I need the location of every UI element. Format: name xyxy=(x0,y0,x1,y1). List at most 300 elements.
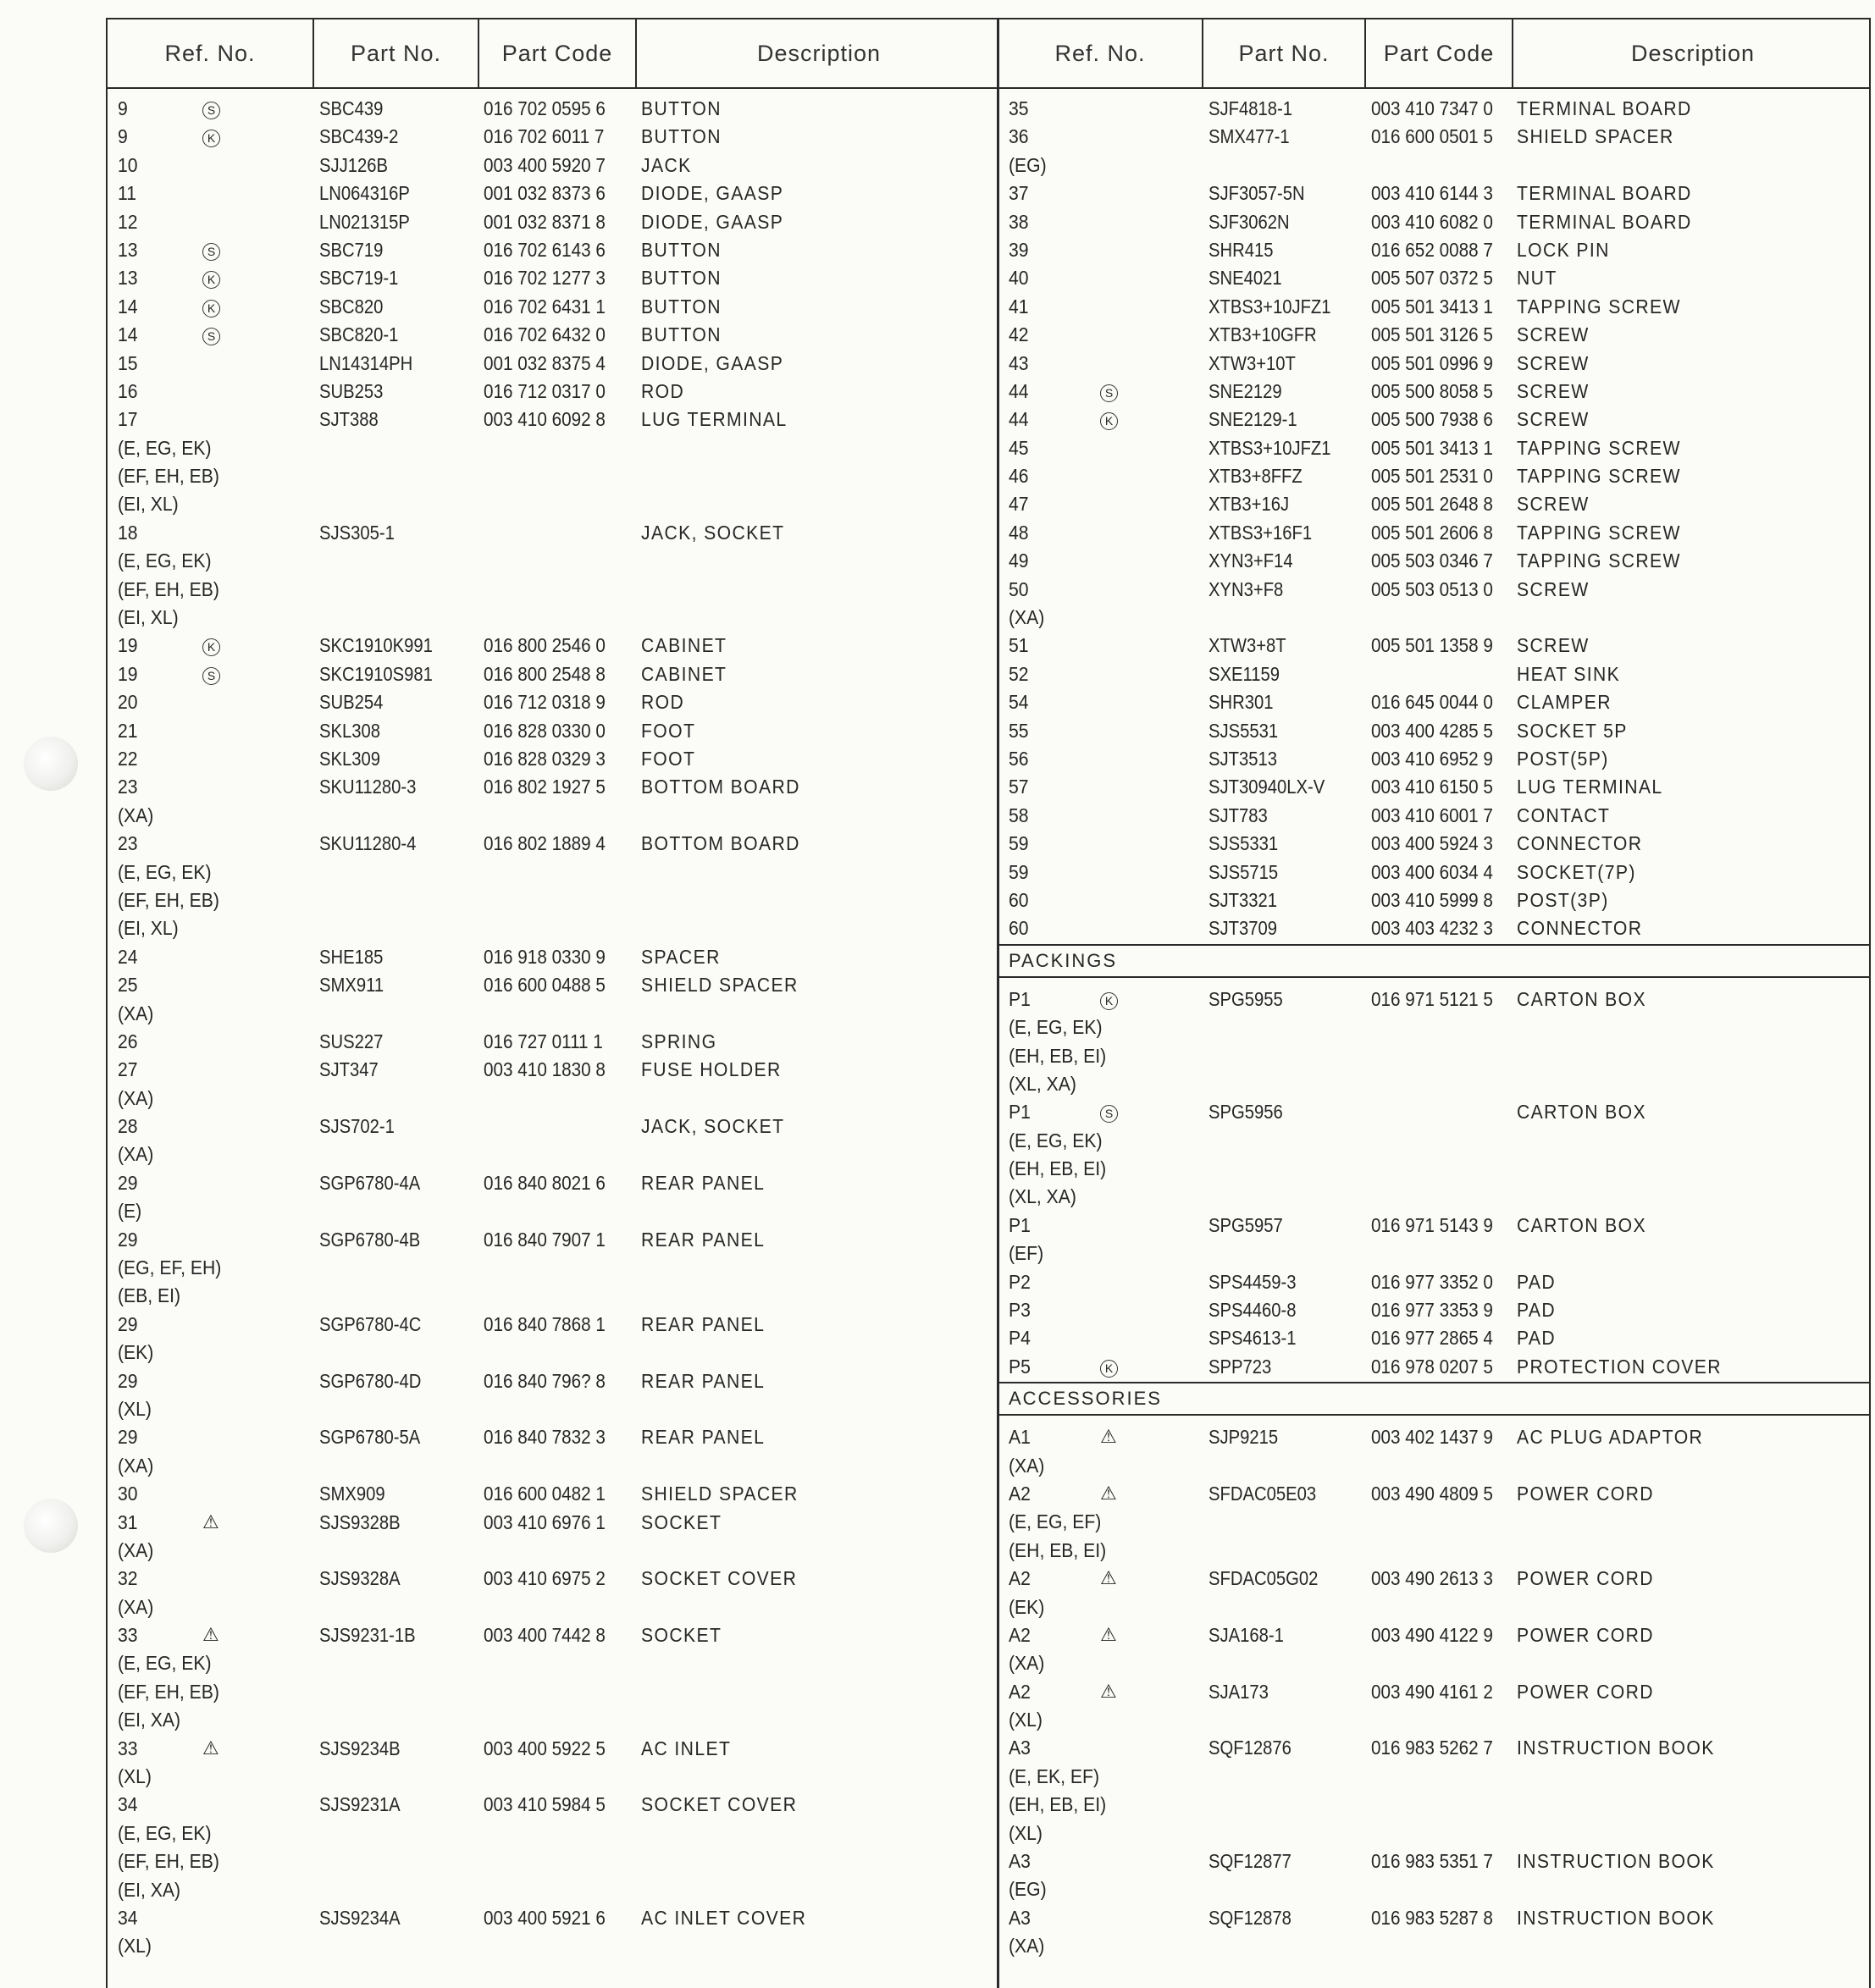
ref-no-cell: 34 xyxy=(118,1793,138,1816)
part-no-cell: SGP6780-4B xyxy=(319,1228,421,1251)
description-cell: TERMINAL BOARD xyxy=(1517,97,1692,119)
ref-no-cell: 9 xyxy=(118,97,128,119)
ref-no-cell: (XA) xyxy=(1009,1652,1045,1675)
table-row xyxy=(998,546,1869,574)
part-code-cell: 016 702 6143 6 xyxy=(484,238,606,261)
description-cell: LUG TERMINAL xyxy=(1517,776,1663,798)
parts-table-right xyxy=(997,18,1871,1988)
ref-no-cell: 57 xyxy=(1009,776,1029,798)
part-code-cell: 005 500 7938 6 xyxy=(1371,408,1493,431)
table-row xyxy=(108,660,998,688)
table-row xyxy=(108,433,998,461)
ref-no-cell: (EF, EH, EB) xyxy=(118,1850,219,1873)
part-no-cell: SKL309 xyxy=(319,747,381,770)
description-cell: BUTTON xyxy=(641,97,722,119)
ref-no-cell: 13 xyxy=(118,267,138,290)
description-cell: POWER CORD xyxy=(1517,1623,1654,1646)
description-cell: AC INLET xyxy=(641,1737,732,1759)
circle-s-icon: S xyxy=(202,97,220,119)
header-ref-no: Ref. No. xyxy=(1054,41,1146,66)
table-row xyxy=(108,858,998,886)
part-no-cell: SJF4818-1 xyxy=(1209,97,1293,119)
description-cell: INSTRUCTION BOOK xyxy=(1517,1906,1715,1929)
description-cell: SCREW xyxy=(1517,408,1590,431)
part-code-cell: 001 032 8371 8 xyxy=(484,210,606,233)
part-no-cell: SGP6780-4C xyxy=(319,1312,422,1335)
ref-no-cell: 14 xyxy=(118,323,138,346)
table-row xyxy=(108,207,998,235)
table-row xyxy=(108,1508,998,1536)
part-no-cell: SJS5331 xyxy=(1209,832,1279,855)
table-row xyxy=(108,772,998,800)
description-cell: TERMINAL BOARD xyxy=(1517,210,1692,233)
part-no-cell: SJS9231A xyxy=(319,1793,401,1816)
part-no-cell: XTB3+16J xyxy=(1209,493,1290,516)
description-cell: FUSE HOLDER xyxy=(641,1058,782,1081)
ref-no-cell: A2 xyxy=(1009,1482,1031,1505)
part-no-cell: SJT3321 xyxy=(1209,888,1278,911)
table-row xyxy=(108,688,998,715)
part-code-cell: 016 702 6431 1 xyxy=(484,295,606,318)
table-row xyxy=(998,405,1869,433)
ref-no-cell: 48 xyxy=(1009,521,1029,544)
ref-no-cell: 29 xyxy=(118,1228,138,1251)
table-row xyxy=(108,1310,998,1338)
part-code-cell: 003 490 2613 3 xyxy=(1371,1567,1493,1590)
ref-no-cell: 18 xyxy=(118,521,138,544)
description-cell: TERMINAL BOARD xyxy=(1517,182,1692,205)
ref-no-cell: (XL) xyxy=(1009,1821,1043,1844)
part-code-cell: 003 400 5921 6 xyxy=(484,1907,606,1929)
punch-hole-lower xyxy=(24,1499,78,1553)
circle-k-icon: K xyxy=(202,266,220,289)
table-row xyxy=(998,1211,1869,1239)
ref-no-cell: 31 xyxy=(118,1510,138,1533)
table-header-right xyxy=(998,19,1869,89)
part-code-cell: 016 727 0111 1 xyxy=(484,1030,603,1052)
part-code-cell: 003 403 4232 3 xyxy=(1371,917,1493,940)
table-row xyxy=(108,489,998,517)
safety-warning-icon: ⚠ xyxy=(1100,1680,1117,1702)
part-code-cell: 016 600 0482 1 xyxy=(484,1483,606,1505)
table-row xyxy=(998,94,1869,122)
ref-no-cell: 60 xyxy=(1009,888,1029,911)
description-cell: PAD xyxy=(1517,1299,1557,1322)
table-row xyxy=(108,1875,998,1903)
part-no-cell: SPG5957 xyxy=(1209,1213,1283,1236)
part-code-cell: 016 600 0488 5 xyxy=(484,974,606,997)
part-no-cell: SUB254 xyxy=(319,691,384,714)
table-row xyxy=(998,1931,1869,1959)
description-cell: BUTTON xyxy=(641,238,722,261)
table-row xyxy=(108,1705,998,1733)
table-row xyxy=(108,970,998,998)
description-cell: SOCKET COVER xyxy=(641,1567,798,1590)
part-no-cell: SBC719 xyxy=(319,238,384,261)
description-cell: CARTON BOX xyxy=(1517,987,1646,1010)
description-cell: SCREW xyxy=(1517,323,1590,346)
table-row xyxy=(998,207,1869,235)
description-cell: REAR PANEL xyxy=(641,1171,766,1194)
ref-no-cell: 35 xyxy=(1009,97,1029,119)
part-code-cell: 003 400 5920 7 xyxy=(484,153,606,176)
part-code-cell: 016 977 2865 4 xyxy=(1371,1327,1493,1350)
table-header-left xyxy=(108,19,998,89)
ref-no-cell: 19 xyxy=(118,634,138,657)
part-code-cell: 003 410 6976 1 xyxy=(484,1510,606,1533)
table-row xyxy=(108,1621,998,1648)
ref-no-cell: (EH, EB, EI) xyxy=(1009,1157,1107,1180)
table-row xyxy=(998,1762,1869,1790)
description-cell: DIODE, GAASP xyxy=(641,351,784,374)
table-row xyxy=(998,660,1869,688)
description-cell: PAD xyxy=(1517,1327,1557,1350)
ref-no-cell: (XA) xyxy=(118,1002,154,1024)
part-code-cell: 016 983 5262 7 xyxy=(1371,1737,1493,1759)
table-row xyxy=(108,1564,998,1592)
part-code-cell: 001 032 8375 4 xyxy=(484,351,606,374)
description-cell: INSTRUCTION BOOK xyxy=(1517,1737,1715,1759)
safety-warning-icon: ⚠ xyxy=(1100,1482,1117,1504)
description-cell: CLAMPER xyxy=(1517,691,1612,714)
description-cell: CABINET xyxy=(641,662,727,685)
ref-no-cell: 46 xyxy=(1009,465,1029,488)
safety-warning-icon: ⚠ xyxy=(1100,1426,1117,1448)
header-description: Description xyxy=(1630,41,1756,66)
ref-no-cell: (E, EG, EK) xyxy=(118,860,212,883)
ref-no-cell: 55 xyxy=(1009,719,1029,742)
ref-no-cell: 58 xyxy=(1009,803,1029,826)
part-code-cell: 003 410 7347 0 xyxy=(1371,97,1493,119)
header-part-code: Part Code xyxy=(1383,41,1495,66)
table-row xyxy=(998,1564,1869,1592)
ref-no-cell: 49 xyxy=(1009,549,1029,572)
description-cell: TAPPING SCREW xyxy=(1517,436,1681,459)
table-row xyxy=(998,801,1869,829)
part-no-cell: SKC1910S981 xyxy=(319,662,433,685)
ref-no-cell: (EF, EH, EB) xyxy=(118,465,219,488)
ref-no-cell: (EF, EH, EB) xyxy=(118,1680,219,1703)
ref-no-cell: (XA) xyxy=(118,1143,154,1166)
ref-no-cell: 60 xyxy=(1009,917,1029,940)
table-row xyxy=(998,1875,1869,1902)
part-no-cell: SJT3513 xyxy=(1209,747,1278,770)
part-no-cell: SJS5715 xyxy=(1209,860,1279,883)
description-cell: BUTTON xyxy=(641,125,722,148)
part-no-cell: SMX911 xyxy=(319,974,384,997)
table-row xyxy=(108,1677,998,1705)
section-header: ACCESSORIES xyxy=(998,1382,1869,1416)
ref-no-cell: (E, EG, EK) xyxy=(118,549,212,572)
table-row xyxy=(998,1677,1869,1705)
description-cell: TAPPING SCREW xyxy=(1517,521,1681,544)
part-code-cell: 003 490 4161 2 xyxy=(1371,1680,1493,1703)
ref-no-cell: 54 xyxy=(1009,691,1029,714)
ref-no-cell: (E, EG, EK) xyxy=(118,1652,212,1675)
header-part-no: Part No. xyxy=(1238,41,1330,66)
part-code-cell: 003 410 6975 2 xyxy=(484,1567,606,1590)
table-row xyxy=(108,1055,998,1083)
part-no-cell: SJJ126B xyxy=(319,153,389,176)
ref-no-cell: (EG) xyxy=(1009,1878,1047,1901)
table-row xyxy=(998,744,1869,772)
table-row xyxy=(998,518,1869,546)
ref-no-cell: 17 xyxy=(118,408,138,431)
part-code-cell: 016 702 6432 0 xyxy=(484,323,606,346)
table-row xyxy=(108,1847,998,1875)
description-cell: BUTTON xyxy=(641,323,722,346)
part-no-cell: SJS9328A xyxy=(319,1567,401,1590)
part-code-cell: 016 652 0088 7 xyxy=(1371,238,1493,261)
part-no-cell: SPG5955 xyxy=(1209,987,1283,1010)
part-code-cell: 016 978 0207 5 xyxy=(1371,1355,1493,1378)
ref-no-cell: P1 xyxy=(1009,987,1031,1010)
ref-no-cell: (E, EG, EF) xyxy=(1009,1510,1102,1533)
part-code-cell: 003 410 6092 8 xyxy=(484,408,606,431)
description-cell: LUG TERMINAL xyxy=(641,408,788,431)
safety-warning-icon: ⚠ xyxy=(202,1624,219,1646)
table-row xyxy=(998,688,1869,715)
table-row xyxy=(108,1394,998,1422)
ref-no-cell: (E, EG, EK) xyxy=(118,1821,212,1844)
ref-no-cell: (EH, EB, EI) xyxy=(1009,1538,1107,1561)
part-no-cell: SKU11280-3 xyxy=(319,776,417,798)
table-row xyxy=(998,320,1869,348)
ref-no-cell: 20 xyxy=(118,691,138,714)
table-row xyxy=(108,1281,998,1309)
table-row xyxy=(998,985,1869,1013)
ref-no-cell: (EI, XA) xyxy=(118,1878,181,1901)
description-cell: BUTTON xyxy=(641,295,722,318)
ref-no-cell: (XA) xyxy=(1009,1935,1045,1958)
ref-no-cell: 26 xyxy=(118,1030,138,1052)
part-no-cell: SJF3057-5N xyxy=(1209,182,1305,205)
circle-s-icon: S xyxy=(202,323,220,345)
ref-no-cell: 38 xyxy=(1009,210,1029,233)
circle-k-icon: K xyxy=(1100,407,1118,430)
part-code-cell: 003 490 4122 9 xyxy=(1371,1623,1493,1646)
part-code-cell: 003 400 6034 4 xyxy=(1371,860,1493,883)
description-cell: POST(5P) xyxy=(1517,747,1609,770)
part-code-cell: 003 400 5922 5 xyxy=(484,1737,606,1759)
ref-no-cell: 36 xyxy=(1009,125,1029,148)
rows-left xyxy=(108,94,998,1960)
ref-no-cell: (XA) xyxy=(1009,1454,1045,1477)
description-cell: INSTRUCTION BOOK xyxy=(1517,1850,1715,1873)
ref-no-cell: (XA) xyxy=(118,1595,154,1618)
description-cell: CARTON BOX xyxy=(1517,1213,1646,1236)
circle-k-icon: K xyxy=(1100,987,1118,1010)
table-row xyxy=(998,433,1869,461)
table-row xyxy=(998,151,1869,179)
ref-no-cell: 28 xyxy=(118,1115,138,1138)
table-row xyxy=(998,1295,1869,1323)
table-row xyxy=(108,1253,998,1281)
table-row xyxy=(998,1733,1869,1761)
table-row xyxy=(108,1168,998,1196)
part-code-cell: 005 501 3126 5 xyxy=(1371,323,1493,346)
circle-k-icon: K xyxy=(202,124,220,147)
ref-no-cell: (XL) xyxy=(118,1765,152,1788)
part-code-cell: 003 410 5984 5 xyxy=(484,1793,606,1816)
ref-no-cell: 40 xyxy=(1009,267,1029,290)
table-row xyxy=(998,461,1869,489)
ref-no-cell: P4 xyxy=(1009,1327,1031,1350)
table-row xyxy=(998,575,1869,603)
ref-no-cell: (XL, XA) xyxy=(1009,1185,1076,1208)
table-row xyxy=(998,1705,1869,1733)
description-cell: ROD xyxy=(641,379,685,402)
table-row xyxy=(108,377,998,405)
ref-no-cell: (EF, EH, EB) xyxy=(118,577,219,600)
ref-no-cell: 44 xyxy=(1009,408,1029,431)
table-row xyxy=(108,886,998,914)
ref-no-cell: 59 xyxy=(1009,832,1029,855)
table-row xyxy=(108,1903,998,1931)
part-no-cell: SHE185 xyxy=(319,945,384,968)
table-row xyxy=(108,94,998,122)
description-cell: SOCKET xyxy=(641,1510,722,1533)
part-code-cell: 005 501 2606 8 xyxy=(1371,521,1493,544)
part-no-cell: SHR301 xyxy=(1209,691,1274,714)
part-no-cell: SXE1159 xyxy=(1209,662,1280,685)
table-row xyxy=(998,292,1869,320)
table-row xyxy=(998,1536,1869,1564)
ref-no-cell: (EI, XL) xyxy=(118,917,179,940)
part-code-cell: 016 977 3352 0 xyxy=(1371,1270,1493,1293)
part-code-cell: 005 501 3413 1 xyxy=(1371,436,1493,459)
part-code-cell: 016 702 0595 6 xyxy=(484,97,606,119)
rows-right xyxy=(998,94,1869,1960)
table-row xyxy=(998,349,1869,377)
part-code-cell: 016 702 1277 3 xyxy=(484,267,606,290)
part-no-cell: LN021315P xyxy=(319,210,410,233)
table-row xyxy=(108,122,998,150)
table-row xyxy=(998,1819,1869,1847)
part-no-cell: SJS9234B xyxy=(319,1737,401,1759)
part-no-cell: SJT3709 xyxy=(1209,917,1278,940)
circle-k-icon: K xyxy=(1100,1355,1118,1378)
part-code-cell: 005 501 3413 1 xyxy=(1371,295,1493,318)
safety-warning-icon: ⚠ xyxy=(202,1510,219,1532)
description-cell: SHIELD SPACER xyxy=(641,974,799,997)
table-row xyxy=(998,716,1869,744)
ref-no-cell: (XA) xyxy=(118,1538,154,1561)
table-row xyxy=(998,1352,1869,1380)
safety-warning-icon: ⚠ xyxy=(1100,1567,1117,1589)
table-row xyxy=(108,716,998,744)
table-row xyxy=(108,1931,998,1959)
ref-no-cell: 14 xyxy=(118,295,138,318)
part-code-cell: 005 503 0513 0 xyxy=(1371,577,1493,600)
ref-no-cell: (EG) xyxy=(1009,153,1047,176)
part-no-cell: SJT783 xyxy=(1209,803,1268,826)
table-row xyxy=(998,1323,1869,1351)
table-row xyxy=(108,1790,998,1818)
part-code-cell: 016 828 0330 0 xyxy=(484,719,606,742)
description-cell: DIODE, GAASP xyxy=(641,182,784,205)
ref-no-cell: (XL) xyxy=(1009,1709,1043,1731)
ref-no-cell: 25 xyxy=(118,974,138,997)
description-cell: JACK, SOCKET xyxy=(641,521,785,544)
description-cell: PAD xyxy=(1517,1270,1557,1293)
description-cell: SCREW xyxy=(1517,493,1590,516)
ref-no-cell: 45 xyxy=(1009,436,1029,459)
part-no-cell: SGP6780-5A xyxy=(319,1426,421,1449)
part-no-cell: SFDAC05G02 xyxy=(1209,1567,1319,1590)
description-cell: BOTTOM BOARD xyxy=(641,832,800,855)
ref-no-cell: (XL) xyxy=(118,1935,152,1958)
table-row xyxy=(108,1196,998,1224)
description-cell: BOTTOM BOARD xyxy=(641,776,800,798)
part-no-cell: SGP6780-4D xyxy=(319,1369,422,1392)
description-cell: LOCK PIN xyxy=(1517,238,1610,261)
description-cell: SCREW xyxy=(1517,577,1590,600)
table-row xyxy=(108,349,998,377)
table-row xyxy=(998,1621,1869,1648)
part-no-cell: SKU11280-4 xyxy=(319,832,417,855)
description-cell: CONNECTOR xyxy=(1517,917,1643,940)
table-row xyxy=(108,1112,998,1140)
ref-no-cell: (EG, EF, EH) xyxy=(118,1256,222,1279)
part-no-cell: SJP9215 xyxy=(1209,1426,1279,1449)
part-code-cell: 016 800 2546 0 xyxy=(484,634,606,657)
description-cell: POWER CORD xyxy=(1517,1567,1654,1590)
part-no-cell: SBC719-1 xyxy=(319,267,399,290)
table-row xyxy=(108,546,998,574)
table-row xyxy=(108,999,998,1027)
ref-no-cell: 21 xyxy=(118,719,138,742)
part-code-cell: 003 402 1437 9 xyxy=(1371,1426,1493,1449)
table-row xyxy=(998,1239,1869,1267)
table-row xyxy=(998,1593,1869,1621)
description-cell: FOOT xyxy=(641,719,696,742)
ref-no-cell: 47 xyxy=(1009,493,1029,516)
description-cell: CONNECTOR xyxy=(1517,832,1643,855)
table-row xyxy=(108,1225,998,1253)
part-no-cell: XYN3+F14 xyxy=(1209,549,1293,572)
table-row xyxy=(108,518,998,546)
circle-s-icon: S xyxy=(1100,379,1118,402)
table-row xyxy=(998,1097,1869,1125)
ref-no-cell: 37 xyxy=(1009,182,1029,205)
part-no-cell: SPS4613-1 xyxy=(1209,1327,1297,1350)
table-row xyxy=(108,292,998,320)
circle-s-icon: S xyxy=(202,662,220,685)
ref-no-cell: 19 xyxy=(118,662,138,685)
ref-no-cell: (XL) xyxy=(118,1397,152,1420)
part-no-cell: SUB253 xyxy=(319,379,384,402)
description-cell: CARTON BOX xyxy=(1517,1101,1646,1124)
table-row xyxy=(998,1648,1869,1676)
part-code-cell: 016 802 1927 5 xyxy=(484,776,606,798)
part-code-cell: 003 410 1830 8 xyxy=(484,1058,606,1081)
part-code-cell: 016 840 7832 3 xyxy=(484,1426,606,1449)
table-row xyxy=(998,263,1869,291)
part-code-cell: 016 971 5121 5 xyxy=(1371,987,1493,1010)
part-code-cell: 001 032 8373 6 xyxy=(484,182,606,205)
table-row xyxy=(998,1479,1869,1507)
ref-no-cell: 15 xyxy=(118,351,138,374)
part-code-cell: 005 501 2531 0 xyxy=(1371,465,1493,488)
part-no-cell: SPG5956 xyxy=(1209,1101,1283,1124)
ref-no-cell: 27 xyxy=(118,1058,138,1081)
table-row xyxy=(998,1041,1869,1069)
description-cell: NUT xyxy=(1517,267,1557,290)
part-code-cell: 003 410 6082 0 xyxy=(1371,210,1493,233)
part-no-cell: LN064316P xyxy=(319,182,410,205)
part-code-cell: 003 410 6144 3 xyxy=(1371,182,1493,205)
